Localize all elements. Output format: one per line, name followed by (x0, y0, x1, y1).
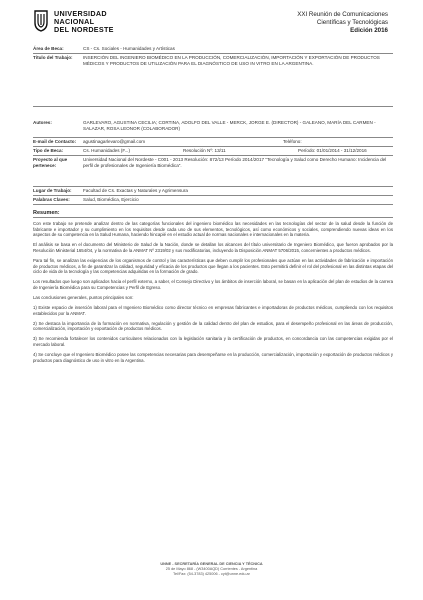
resumen-paragraph: 4) Se concluye que el Ingeniero Biomédico posee las competencias necesarias para desempeñarse en la producción, comercialización, importación y exportación de productos médicos y productos para diagnóstico de uso in vitro en la Argentina. (33, 352, 393, 363)
keywords-label: Palabras Claves: (33, 197, 70, 202)
resumen-paragraph: Para tal fin, se analizan las exigencias de los organismos de control y las características que deben cumplir los profesionales que actúan en las actividades de fabricación e importación de productos médicos, a fin de garantizar la calidad, seguridad y eficacia de los productos que llegan a los pacientes. Esto permitirá definir el rol del profesional en las distintas etapas del ciclo de vida de la tecnología y las competencias adquiridas en la formación de grado. (33, 257, 393, 275)
university-logo-icon (33, 9, 49, 33)
authors-value: GARLEVARO, AGUSTINA CECILIA; CORTINA, ADOLFO DEL VALLE - MERCK, JORGE E. (DIRECTOR) - GALEANO, MARÍA DEL CARMEN - SALAZAR, ROSA LEONOR (COLABORADOR) (83, 120, 376, 131)
resumen-paragraph: Con este trabajo se pretende analizar dentro de las categorías funcionales del ingeniero biomédico las necesidades en las tecnologías del sector de la salud desde la función de fabricante e importador y su cumplimiento en los requisitos desde cada uno de sus elementos, tecnológicos, así como económicos y sociales, comprendiendo nuevas ideas en los aspectos de su competencia en la Salud Humana, haciendo hincapié en el estudio actual de normas nacionales e internacionales en la materia. (33, 221, 393, 238)
university-line-2: NACIONAL (54, 17, 95, 26)
university-name (54, 10, 114, 34)
divider (33, 155, 393, 156)
project-value: Universidad Nacional del Nordeste - C001 - 2013 Resolución: 872/13 Período 2014/2017 "Tecnología y Salud como Derecho Humano: Incidencia del perfil de profesionales de Ingeniería Biomédica". (83, 157, 387, 168)
event-line-1: XXI Reunión de Comunicaciones (297, 11, 388, 18)
email-value: agustinagarlevaro@gmail.com (83, 139, 146, 144)
project-label: Proyecto al que pertenece: (33, 157, 68, 168)
event-title (297, 11, 388, 35)
divider (33, 186, 393, 187)
type-label: Tipo de Beca: (33, 148, 64, 153)
footer-line-2: 25 de Mayo 868 - (W3400AQD) Corrientes - Argentina (165, 567, 258, 571)
title-label: Título del Trabajo: (33, 55, 73, 60)
place-label: Lugar de Trabajo: (33, 188, 72, 193)
area-label: Área de Beca: (33, 46, 64, 51)
event-line-2: Científicas y Tecnológicas (316, 19, 388, 26)
divider (33, 217, 393, 218)
keywords-value: Salud, Biomédica, Ejercicio (83, 197, 139, 202)
area-value: CS - Cs. Sociales - Humanidades y Artísticas (83, 46, 175, 51)
resumen-paragraph: 1) Existe espacio de inserción laboral para el Ingeniero Biomédico como director técnico en empresas fabricantes e importadoras de productos médicos, cumpliendo con los requisitos establecidos por la ANMAT. (33, 305, 393, 316)
divider (33, 146, 393, 147)
divider (33, 53, 393, 54)
divider (33, 106, 393, 107)
period-label: Período: 01/01/2014 - 31/12/2016 (298, 148, 367, 153)
event-edition: Edición 2016 (350, 27, 388, 34)
resumen-paragraph: Los resultados que luego son aplicados hacia el perfil externo, a saber, el Consejo Directivo y los ámbitos de inserción laboral, se basan en la aplicación del plan de estudios de la carrera de Ingeniería Biomédica para su Competencias y Perfil de Egreso. (33, 279, 393, 290)
title-value: INSERCIÓN DEL INGENIERO BIOMÉDICO EN LA PRODUCCIÓN, COMERCIALIZACIÓN, IMPORTACIÓN Y EXPORTACIÓN DE PRODUCTOS MÉDICOS Y PRODUCTOS DE UTILIZACIÓN PARA EL DIAGNÓSTICO DE USO IN VITRO EN LA ARGENTINA. (83, 55, 380, 66)
phone-label: Teléfono: (283, 139, 302, 144)
university-line-3: DEL NORDESTE (54, 25, 114, 34)
resumen-heading: Resumen: (33, 210, 60, 216)
place-value: Facultad de Cs. Exactas y Naturales y Agrimensura (83, 188, 188, 193)
resumen-body (33, 221, 393, 368)
divider (33, 195, 393, 196)
type-value: Cs. Humanidades (F...) (83, 148, 130, 153)
footer-line-1: UNNE - SECRETARÍA GENERAL DE CIENCIA Y TÉCNICA (160, 562, 263, 566)
divider (33, 137, 393, 138)
university-line-1: UNIVERSIDAD (54, 9, 107, 18)
resumen-paragraph: Las conclusiones generales, puntos principales son: (33, 294, 134, 300)
email-label: E-mail de Contacto: (33, 139, 77, 144)
resumen-paragraph: 3) Se recomienda fortalecer los contenidos curriculares relacionados con la legislación sanitaria y la certificación de productos, en concordancia con las competencias exigidas por el mercado laboral. (33, 336, 393, 347)
divider (33, 204, 393, 205)
page-footer (0, 562, 423, 577)
footer-line-3: Tel/Fax: (54-3783) 425006 - cyt@unne.edu.ar (173, 572, 250, 576)
resumen-paragraph: 2) Se destaca la importancia de la formación en normativa, regulación y gestión de la calidad dentro del plan de estudios, para el desempeño profesional en las áreas de producción, comercialización, importación y exportación de productos médicos. (33, 320, 393, 332)
authors-label: Autores: (33, 120, 52, 125)
resolution-label: Resolución Nº: 13/11 (183, 148, 226, 153)
resumen-paragraph: El análisis se basa en el documento del Ministerio de Salud de la Nación, donde se detallan los alcances del título universitario de Ingeniero Biomédico, que fueron aprobados por la Resolución Ministerial 1654/04, y la normativa de la ANMAT Nº 2319/02 y sus modificatorias, incluyendo la Disposición ANMAT 5706/2015, concernientes a productos médicos. (33, 242, 393, 253)
